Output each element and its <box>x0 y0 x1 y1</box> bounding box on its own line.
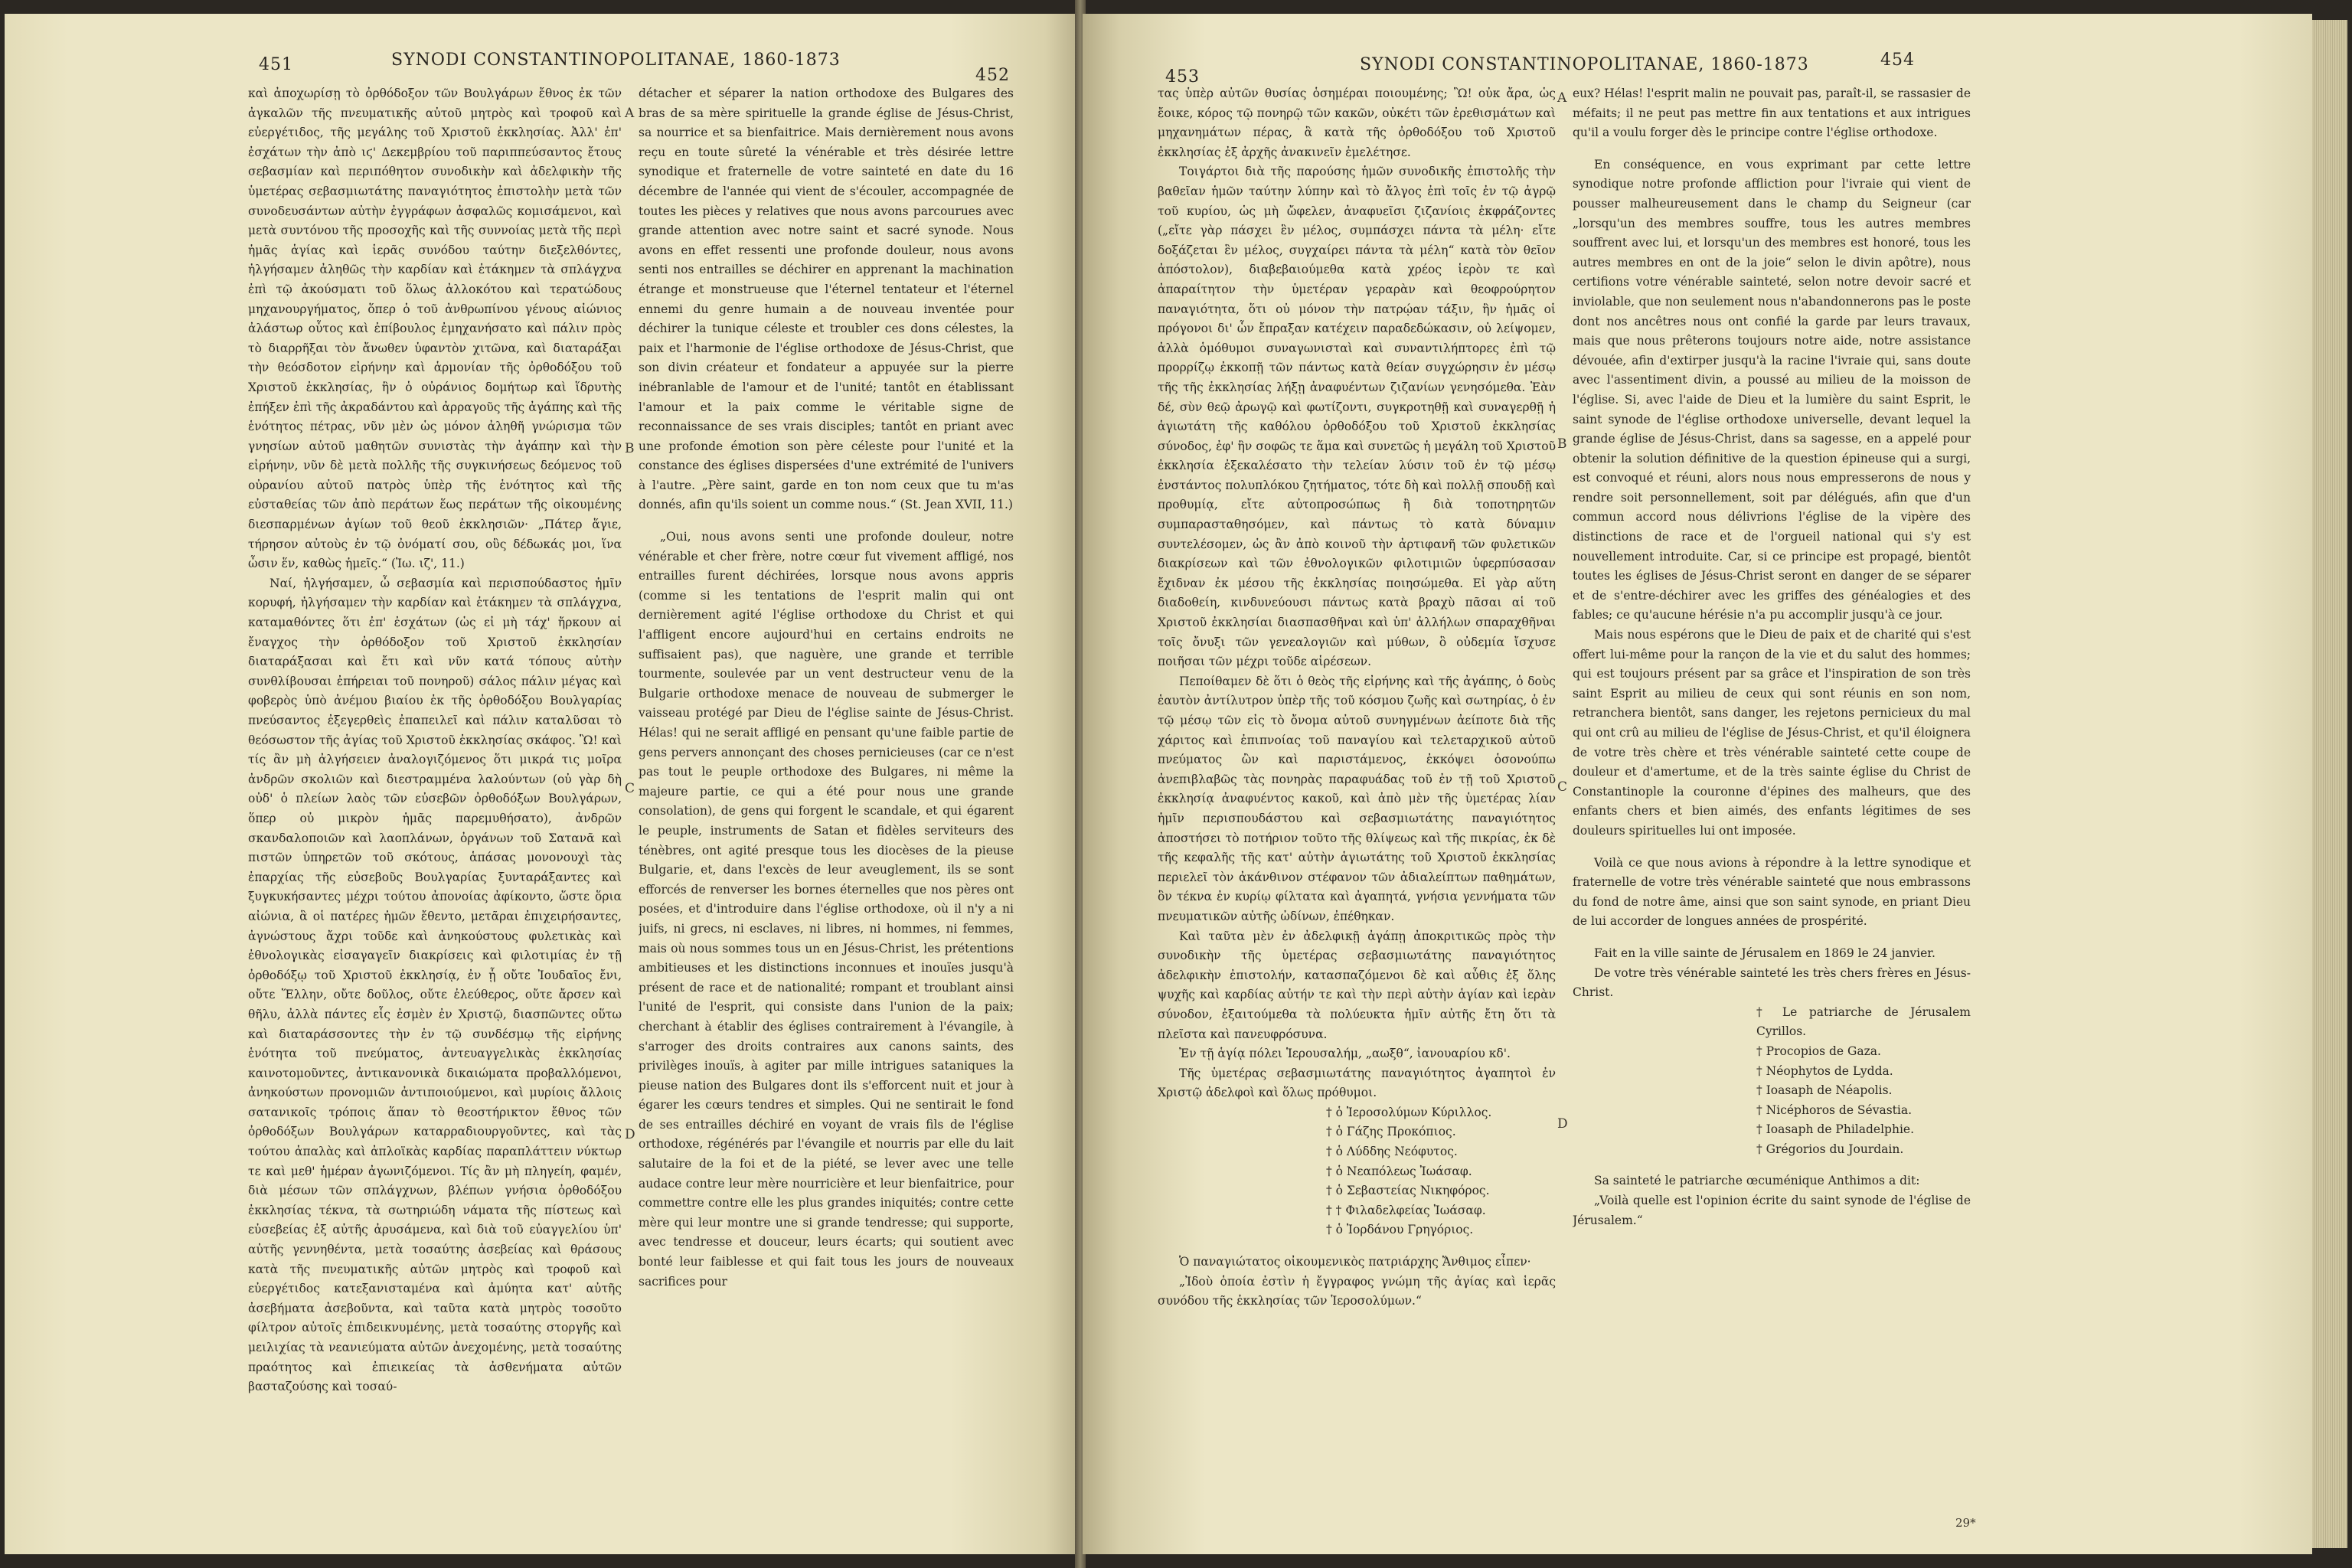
greek-paragraph: τας ὑπὲρ αὐτῶν θυσίας ὁσημέραι ποιουμένης; Ὢ! οὐκ ἄρα, ὡς ἔοικε, κόρος τῷ πονηρῷ τῶν κακῶν, οὐκέτι τῶν ἐρεθισμάτων καὶ μηχανημάτων πέρας, ἃ κατὰ τῆς ὀρθοδόξου τοῦ Χριστοῦ ἐκκλησίας ἐξ ἀρχῆς ἀνακινεῖν ἐμελέτησε. <box>1158 87 1556 159</box>
greek-signature: † ὁ Γάζης Προκόπιος. <box>1326 1125 1456 1139</box>
french-paragraph: eux? Hélas! l'esprit malin ne pouvait pas, paraît-il, se rassasier de méfaits; il ne peut pas mettre fin aux tentations et aux intrigues qu'il a voulu forger dès le principe contre l'église orthodoxe. <box>1573 87 1971 140</box>
french-salutation: De votre très vénérable sainteté les très chers frères en Jésus-Christ. <box>1573 965 1971 1000</box>
signature-mark: 29* <box>1955 1516 1976 1530</box>
french-closing: „Voilà quelle est l'opinion écrite du saint synode de l'église de Jérusalem.“ <box>1573 1194 1971 1227</box>
section-marker: A <box>625 106 635 121</box>
french-signature: † Ioasaph de Néapolis. <box>1756 1083 1893 1098</box>
page-number-451: 451 <box>259 55 293 74</box>
greek-column-right <box>1158 84 1556 1530</box>
greek-paragraph: Ναί, ἠλγήσαμεν, ὦ σεβασμία καὶ περισπούδαστος ἡμῖν κορυφή, ἠλγήσαμεν τὴν καρδίαν καὶ ἐτάκημεν τὰ σπλάγχνα, καταμαθόντες ὅτι ἐπ' ἐσχάτων (ὡς εἰ μὴ τάχ' ἤρκουν αἱ ἔναγχος τὴν ὀρθόδοξον τοῦ Χριστοῦ ἐκκλησίαν διαταράξασαι καὶ ἔτι καὶ νῦν κατά τόπους αὐτὴν συνθλίβουσαι ἐπήρειαι τοῦ πονηροῦ) σάλος πάλιν μέγας καὶ φοβερὸς ὑπὸ ἀνέμου βιαίου ἐκ τῆς ὀρθοδόξου Βουλγαρίας πνεύσαντος ἐξεγερθεὶς ἐπαπειλεῖ καὶ πάλιν καταλῦσαι τὸ θεόσωστον τῆς ἁγίας τοῦ Χριστοῦ ἐκκλησίας σκάφος. Ὢ! καὶ τίς ἂν μὴ ἀλγήσειεν ἀναλογιζόμενος ὅτι μικρά τις μοῖρα ἀνδρῶν σκολιῶν καὶ διεστραμμένα λαλούντων (οὐ γὰρ δὴ οὐδ' ὁ πλείων λαὸς τῶν εὐσεβῶν ὀρθοδόξων Βουλγάρων, ὅπερ οὐ μικρὸν ἡμᾶς παρεμυθήσατο), ἀνδρῶν σκανδαλοποιῶν καὶ λαοπλάνων, ὀργάνων τοῦ Σατανᾶ καὶ πιστῶν ὑπηρετῶν τοῦ σκότους, ἁπάσας μονονουχὶ τὰς ἐπαρχίας τῆς εὐσεβοῦς Βουλγαρίας ξυνταράξαντες καὶ ξυγκυκήσαντες μέχρι τούτου ἀπονοίας ἀφίκοντο, ὥστε ὅρια αἰώνια, ἃ οἱ πατέρες ἡμῶν ἔθεντο, μετᾶραι ἐπιχειρήσαντες, ἀγνώστους ἄχρι τοῦδε καὶ ἀνηκούστους φυλετικὰς καὶ ἐθνολογικὰς εἰσαγαγεῖν διακρίσεις καὶ φιλοτιμίας ἐν τῇ ὀρθοδόξῳ τοῦ Χριστοῦ ἐκκλησίᾳ, ἐν ᾗ οὔτε Ἰουδαῖος ἔνι, οὔτε Ἕλλην, οὔτε δοῦλος, οὔτε ἐλεύθερος, οὔτε ἄρσεν καὶ θῆλυ, ἀλλὰ πάντες εἷς ἐσμὲν ἐν Χριστῷ, διασπῶντες οὕτω καὶ διαταράσσοντες τὴν ἐν τῷ συνδέσμῳ τῆς εἰρήνης ἑνότητα τοῦ πνεύματος, ἀντευαγγελικὰς ἐκκλησίας καινοτομοῦντες, ἀντικανονικὰ δικαιώματα προβαλλόμενοι, ἀνηκούστων προνομιῶν ἀντιποιούμενοι, καὶ μυρίοις ἄλλοις σατανικοῖς τρόποις ἅπαν τὸ θεοστήρικτον ἔθνος τῶν ὀρθοδόξων Βουλγάρων καταρραδιουργοῦντες, καὶ τὰς τούτου ἁπαλὰς καὶ ἀπλοϊκὰς καρδίας παραπλάττειν νύκτωρ τε καὶ μεθ' ἡμέραν ἀγωνιζόμενοι. Τίς ἂν μὴ πληγείη, φαμέν, διὰ μέσων τῶν σπλάγχνων, βλέπων γνήσια ὀρθοδόξου ἐκκλησίας τέκνα, τὰ σωτηριώδη νάματα τῆς πίστεως καὶ εὐσεβείας ἐξ αὐτῆς ἀρυσάμενα, καὶ διὰ τοῦ εὐαγγελίου ὑπ' αὐτῆς γεννηθέντα, μετὰ τοσαύτης ἀσεβείας καὶ θράσους κατὰ τῆς πνευματικῆς αὐτῶν μητρὸς καὶ τροφοῦ καὶ εὐεργέτιδος κατεξανισταμένα καὶ ἀμύητα κατ' αὐτῆς ἀσεβήματα ἀσεβοῦντα, καὶ ταῦτα κατὰ μητρὸς τοσοῦτο φίλτρον αὐτοῖς ἐπιδεικνυμένης, μετὰ τοσαύτης στοργῆς καὶ μειλιχίας τὰ νεανιεύματα αὐτῶν ἀνεχομένης, μετὰ τοσαύτης πραότητος καὶ ἐπιεικείας τὰ ἀσθενήματα αὐτῶν βασταζούσης καὶ τοσαύ- <box>248 576 622 1394</box>
greek-signature: † ὁ Σεβαστείας Νικηφόρος. <box>1326 1184 1490 1198</box>
french-paragraph: détacher et séparer la nation orthodoxe des Bulgares des bras de sa mère spirituelle la grande église de Jésus-Christ, sa nourrice et sa bienfaitrice. Mais dernièrement nous avons reçu en toute sûreté la vénérable et très désirée lettre synodique et fraternelle de votre sainteté en date du 16 décembre de l'année qui vient de s'écouler, accompagnée de toutes les pièces y relatives que nous avons parcourues avec grande attention avec notre saint et sacré synode. Nous avons en effet ressenti une profonde douleur, nous avons senti nos entrailles se déchirer en apprenant la machination étrange et monstrueuse que l'éternel tentateur et l'éternel ennemi du genre humain a de nouveau inventée pour déchirer la tunique céleste et troubler ces dons célestes, la paix et l'harmonie de l'église orthodoxe de Jésus-Christ, que son divin créateur et fondateur a appuyée sur la pierre inébranlable de l'amour et de l'unité; tantôt en établissant l'amour et la paix comme le véritable signe de reconnaissance de ses vrais disciples; tantôt en priant avec une profonde émotion son père céleste pour l'unité et la constance des églises dispersées d'une extrémité de l'univers à l'autre. „Père saint, garde en ton nom ceux que tu m'as donnés, afin qu'ils soient un comme nous.“ (St. Jean XVII, 11.) <box>639 87 1014 512</box>
french-closing: Sa sainteté le patriarche œcuménique Anthimos a dit: <box>1594 1174 1920 1188</box>
greek-paragraph: Πεποίθαμεν δὲ ὅτι ὁ θεὸς τῆς εἰρήνης καὶ τῆς ἀγάπης, ὁ δοὺς ἑαυτὸν ἀντίλυτρον ὑπὲρ τῆς τοῦ κόσμου ζωῆς καὶ σωτηρίας, ὁ ἐν τῷ μέσῳ τῶν εἰς τὸ ὄνομα αὐτοῦ συνηγμένων ἀείποτε διὰ τῆς χάριτος καὶ ἐπιπνοίας τοῦ παναγίου καὶ τελεταρχικοῦ αὐτοῦ πνεύματος ὢν καὶ παριστάμενος, ἐκκόψει ὁσονούπω ἀνεπιβλαβῶς τὰς πονηρὰς παραφυάδας τοῦ ἐν τῇ τοῦ Χριστοῦ ἐκκλησίᾳ ἀναφυέντος κακοῦ, καὶ ἀπὸ μὲν τῆς ὑμετέρας λίαν ἡμῖν περισπουδάστου καὶ σεβασμιωτάτης παναγιότητος ἀποστήσει τὸ ποτήριον τοῦτο τῆς θλίψεως καὶ τῆς πικρίας, ἐκ δὲ τῆς κεφαλῆς τῆς κατ' αὐτὴν ἁγιωτάτης τοῦ Χριστοῦ ἐκκλησίας περιελεῖ τὸν ἀκάνθινον στέφανον τῶν ἀδιαλείπτων παθημάτων, ὃν τέκνα ἐν κυρίῳ φίλτατα καὶ ἀγαπητά, γνήσια γεννήματα τῶν πνευματικῶν αὐτῆς ὠδίνων, ἐπέθηκαν. <box>1158 674 1556 923</box>
section-marker: D <box>625 1127 635 1142</box>
greek-salutation: Τῆς ὑμετέρας σεβασμιωτάτης παναγιότητος ἀγαπητοὶ ἐν Χριστῷ ἀδελφοὶ καὶ ὅλως πρόθυμοι. <box>1158 1066 1556 1100</box>
page-number-452: 452 <box>975 66 1010 85</box>
running-title: SYNODI CONSTANTINOPOLITANAE, 1860-1873 <box>391 51 841 70</box>
section-marker: B <box>1557 436 1567 452</box>
greek-paragraph: Καὶ ταῦτα μὲν ἐν ἀδελφικῇ ἀγάπῃ ἀποκριτικῶς πρὸς τὴν συνοδικὴν τῆς ὑμετέρας σεβασμιωτάτης παναγιότητος ἀδελφικὴν ἐπιστολήν, κατασπαζόμενοι δὲ καὶ αὖθις ἐξ ὅλης ψυχῆς καὶ καρδίας αὐτήν τε καὶ τὴν περὶ αὐτὴν ἁγίαν καὶ ἱερὰν σύνοδον, ἐξαιτούμεθα τὰ πολύευκτα ἡμῖν αὐτῆς ἔτη ὅτι τὰ πλεῖστα καὶ πανευφρόσυνα. <box>1158 929 1556 1041</box>
greek-closing: Ὁ παναγιώτατος οἰκουμενικὸς πατριάρχης Ἄνθιμος εἶπεν· <box>1179 1255 1531 1269</box>
greek-paragraph: καὶ ἀποχωρίσῃ τὸ ὀρθόδοξον τῶν Βουλγάρων ἔθνος ἐκ τῶν ἀγκαλῶν τῆς πνευματικῆς αὐτοῦ μητρὸς καὶ τροφοῦ καὶ εὐεργέτιδος, τῆς μεγάλης τοῦ Χριστοῦ ἐκκλησίας. Ἀλλ' ἐπ' ἐσχάτων τὴν ἀπὸ ιϛ' Δεκεμβρίου τοῦ παριππεύσαντος ἔτους σεβασμίαν καὶ περιπόθητον συνοδικὴν καὶ ἀδελφικὴν τῆς ὑμετέρας σεβασμιωτάτης παναγιότητος ἐπιστολὴν μετὰ τῶν συνοδευσάντων αὐτὴν ἐγγράφων ἀσφαλῶς κομισάμενοι, καὶ μετὰ συντόνου τῆς προσοχῆς καὶ τῆς συννοίας μετὰ τῆς περὶ ἡμᾶς ἁγίας καὶ ἱερᾶς συνόδου ταύτην διεξελθόντες, ἠλγήσαμεν ἀληθῶς τὴν καρδίαν καὶ ἐτάκημεν τὰ σπλάγχνα ἐπὶ τῷ ἀκούσματι τοῦ ὅλως ἀλλοκότου καὶ τερατώδους μηχανουργήματος, ὅπερ ὁ τοῦ ἀνθρωπίνου γένους αἰώνιος ἀλάστωρ οὗτος καὶ ἐπίβουλος ἐμηχανήσατο καὶ πάλιν πρὸς τὸ διαρρῆξαι τὸν ἄνωθεν ὑφαντὸν χιτῶνα, καὶ διαταράξαι τὴν θεόσδοτον εἰρήνην καὶ ἁρμονίαν τῆς ὀρθοδόξου τοῦ Χριστοῦ ἐκκλησίας, ἣν ὁ οὐράνιος δομήτωρ καὶ ἵδρυτὴς ἐπήξεν ἐπὶ τῆς ἀκραδάντου καὶ ἀρραγοῦς τῆς ἀγάπης καὶ τῆς ἑνότητος πέτρας, νῦν μὲν ὡς μόνον ἀληθῆ γνώρισμα τῶν γνησίων αὐτοῦ μαθητῶν συνιστὰς τὴν ἀγάπην καὶ τὴν εἰρήνην, νῦν δὲ μετὰ πολλῆς τῆς συγκινήσεως δεόμενος τοῦ οὐρανίου αὐτοῦ πατρὸς ὑπὲρ τῆς ἑνότητος καὶ τῆς εὐσταθείας τῶν ἀπὸ περάτων ἕως περάτων τῆς οἰκουμένης διεσπαρμένων ἁγίων τοῦ θεοῦ ἐκκλησιῶν· „Πάτερ ἅγιε, τήρησον αὐτοὺς ἐν τῷ ὀνόματί σου, οὓς δέδωκάς μοι, ἵνα ὦσιν ἕν, καθὼς ἡμεῖς.“ (Ἰω. ιζ', 11.) <box>248 87 622 571</box>
french-signature: † Nicéphoros de Sévastia. <box>1756 1102 1913 1117</box>
french-signature: † Procopios de Gaza. <box>1756 1044 1881 1058</box>
section-marker: B <box>625 441 635 456</box>
page-fore-edge <box>2312 20 2347 1548</box>
page-number-453: 453 <box>1165 67 1200 87</box>
french-signature: † Ioasaph de Philadelphie. <box>1756 1122 1915 1137</box>
greek-signature: † ὁ Ἰορδάνου Γρηγόριος. <box>1326 1223 1474 1237</box>
left-page-header <box>5 51 1078 85</box>
greek-closing: „Ἰδοὺ ὁποία ἐστὶν ἡ ἔγγραφος γνώμη τῆς ἁγίας καὶ ἱερᾶς συνόδου τῆς ἐκκλησίας τῶν Ἱεροσολύμων.“ <box>1158 1274 1556 1308</box>
french-paragraph: En conséquence, en vous exprimant par cette lettre synodique notre profonde affliction pour l'ivraie qui vient de pousser malheureusement dans le champ du Seigneur (car „lorsqu'un des membres souffre, tous les autres membres souffrent avec lui, et lorsqu'un des membres est honoré, tous les autres membres en ont de la joie“ selon le divin apôtre), nous certifions votre vénérable sainteté, selon notre devoir sacré et inviolable, que non seulement nous n'abandonnerons pas le poste dont nos ancêtres nous ont confié la garde par leurs travaux, mais que nous prêterons toujours notre aide, notre assistance dévouée, afin d'extirper jusqu'à la racine l'ivraie qui, sans doute avec l'assentiment divin, a poussé au milieu de la moisson de l'église. Si, avec l'aide de Dieu et la lumière du saint Esprit, le saint synode de l'église orthodoxe universelle, devant lequel la grande église de Jésus-Christ, dans sa sagesse, en a appelé pour obtenir la solution définitive de la question épineuse qui a surgi, est convoqué et réuni, alors nous nous empresserons de nous y rendre soit personnellement, soit par délégués, afin que d'un commun accord nous délivrions l'église de la vipère des distinctions de race et de l'orgueil national qui s'y est nouvellement introduite. Car, si ce principe est propagé, bientôt toutes les églises de Jésus-Christ seront en danger de se séparer et de s'entre-déchirer avec les griffes des généalogies et des fables; ce qu'aucune hérésie n'a pu accomplir jusqu'à ce jour. <box>1573 157 1971 622</box>
section-marker: C <box>625 781 635 796</box>
right-page <box>1083 14 2312 1554</box>
greek-signature: † ὁ Ἱεροσολύμων Κύριλλος. <box>1326 1105 1492 1119</box>
greek-date-line: Ἐν τῇ ἁγίᾳ πόλει Ἱερουσαλήμ, „αωξθ“, ἰανουαρίου κδ'. <box>1179 1047 1511 1061</box>
french-paragraph: „Oui, nous avons senti une profonde douleur, notre vénérable et cher frère, notre cœur fut vivement affligé, nos entrailles furent déchirées, lorsque nous avons appris (comme si les tentations de l'esprit malin qui ont dernièrement agité l'église orthodoxe du Christ et qui l'affligent encore aujourd'hui en certains endroits ne suffisaient pas), que naguère, une grande et terrible tourmente, soulevée par un vent destructeur venu de la Bulgarie orthodoxe menace de nouveau de submerger le vaisseau protégé par Dieu de l'église sainte de Jésus-Christ. Hélas! qui ne serait affligé en pensant qu'une faible partie de gens pervers annonçant des choses pernicieuses (car ce n'est pas tout le peuple orthodoxe des Bulgares, ni même la majeure partie, ce qui a été pour nous une grande consolation), de gens qui forgent le scandale, et qui égarent le peuple, instruments de Satan et fidèles serviteurs des ténèbres, ont agité presque tous les diocèses de la pieuse Bulgarie, et, dans l'excès de leur aveuglement, ils se sont efforcés de renverser les bornes éternelles que nos pères ont posées, et d'introduire dans l'église orthodoxe, où il n'y a ni juifs, ni grecs, ni esclaves, ni libres, ni hommes, ni femmes, mais où nous sommes tous un en Jésus-Christ, les prétentions ambitieuses et les distinctions inconnues et inouïes jusqu'à présent de race et de nationalité; rompant et troublant ainsi l'unité de l'esprit, qui consiste dans l'union de la paix; cherchant à établir des églises contrairement à l'évangile, à s'arroger des droits contraires aux canons saints, des privilèges inouïs, à agiter par mille intrigues sataniques la pieuse nation des Bulgares dont ils s'efforcent nuit et jour à égarer les cœurs tendres et simples. Qui ne sentirait le fond de ses entrailles déchiré en voyant de vrais fils de l'église orthodoxe, régénérés par l'évangile et nourris par elle du lait salutaire de la foi et de la piété, se lever avec une telle audace contre leur mère nourricière et leur bienfaitrice, pour commettre contre elle les plus grandes iniquités; contre cette mère qui leur montre une si grande tendresse; qui supporte, avec tendresse et douceur, leurs écarts; qui soutient avec bonté leur faiblesse et qui fait tous les jours de nouveaux sacrifices pour <box>639 530 1014 1289</box>
greek-paragraph: Τοιγάρτοι διὰ τῆς παρούσης ἡμῶν συνοδικῆς ἐπιστολῆς τὴν βαθεῖαν ἡμῶν ταύτην λύπην καὶ τὸ ἄλγος ἐπὶ τοῖς ἐν τῷ ἀγρῷ τοῦ κυρίου, ὡς μὴ ὤφελεν, ἀναφυεῖσι ζιζανίοις ἐκφράζοντες („εἴτε γὰρ πάσχει ἓν μέλος, συμπάσχει πάντα τὰ μέλη· εἴτε δοξάζεται ἓν μέλος, συγχαίρει πάντα τὰ μέλη“ κατὰ τὸν θεῖον ἀπόστολον), διαβεβαιούμεθα κατὰ χρέος ἱερὸν τε καὶ ἀπαραίτητον τὴν ὑμετέραν γεραρὰν καὶ θεοφρούρητον παναγιότητα, ὅτι οὐ μόνον τὴν πατρῴαν τάξιν, ἣν ἡμᾶς οἱ πρόγονοι δι' ὧν ἔπραξαν κατέχειν παραδεδώκασιν, οὐ λείψομεν, ἀλλὰ ὁμόθυμοι συναγωνισταὶ καὶ συναντιλήπτορες ἐπὶ τῷ προρρίζῳ ἐκκοπῇ τῶν πάντως κατὰ θείαν συγχώρησιν ἐν μέσῳ τῆς τῆς ἐκκλησίας λήξῃ ἀναφυέντων ζιζανίων γενησόμεθα. Ἐὰν δέ, σὺν θεῷ ἀρωγῷ καὶ φωτίζοντι, συγκροτηθῇ καὶ συναγερθῇ ἡ ἁγιωτάτη τῆς καθόλου ὀρθοδόξου τοῦ Χριστοῦ ἐκκλησίας σύνοδος, ἐφ' ἣν σοφῶς τε ἅμα καὶ συνετῶς ἡ μεγάλη τοῦ Χριστοῦ ἐκκλησία ἐξεκαλέσατο τὴν τελείαν λύσιν τοῦ ἐν τῷ μέσῳ ἐνστάντος πολυπλόκου ζητήματος, τότε δὴ καὶ πολλῇ σπουδῇ καὶ προθυμίᾳ, εἴτε αὐτοπροσώπως ἢ διὰ τοποτηρητῶν συμπαρασταθησόμεν, καὶ πάντως τὸ κατὰ δύναμιν συντελέσομεν, ὡς ἂν ἀπὸ κοινοῦ τὴν ἀρτιφανῆ τῶν φυλετικῶν διακρίσεων καὶ τῶν ἐθνολογικῶν φιλοτιμιῶν ὑφερπύσασαν ἔχιδναν ἐκ μέσου τῆς ἐκκλησίας ποιησώμεθα. Εἰ γὰρ αὕτη διαδοθείη, κινδυνεύουσι πάντως κατὰ βραχὺ πᾶσαι αἱ τοῦ Χριστοῦ ἐκκλησίαι διασπασθῆναι καὶ ὑπ' ἀλλήλων σπαραχθῆναι τοῖς ὄνυξι τῶν γενεαλογιῶν καὶ μύθων, ὃ οὐδεμία ἴσχυσε ποιῆσαι τῶν μέχρι τοῦδε αἱρέσεων. <box>1158 165 1556 669</box>
running-title: SYNODI CONSTANTINOPOLITANAE, 1860-1873 <box>1360 55 1809 74</box>
greek-signature: † † Φιλαδελφείας Ἰωάσαφ. <box>1326 1203 1486 1217</box>
section-marker: C <box>1557 779 1568 795</box>
french-signature: † Le patriarche de Jérusalem Cyrillos. <box>1756 1004 1971 1039</box>
french-signature: † Néophytos de Lydda. <box>1756 1063 1893 1078</box>
french-column-right <box>1573 84 1971 1530</box>
french-date-line: Fait en la ville sainte de Jérusalem en 1869 le 24 janvier. <box>1594 946 1936 960</box>
french-paragraph: Voilà ce que nous avions à répondre à la lettre synodique et fraternelle de votre très vénérable sainteté que nous embrassons du fond de notre âme, ainsi que son saint synode, en priant Dieu de lui accorder de longues années de prospérité. <box>1573 855 1971 929</box>
right-page-header <box>1083 51 2312 87</box>
french-column-left <box>639 84 1014 1530</box>
greek-signature: † ὁ Λύδδης Νεόφυτος. <box>1326 1145 1458 1159</box>
greek-signature: † ὁ Νεαπόλεως Ἰωάσαφ. <box>1326 1164 1472 1178</box>
french-paragraph: Mais nous espérons que le Dieu de paix et de charité qui s'est offert lui-même pour la rançon de la vie et du salut des hommes; qui est toujours présent par sa grâce et l'inspiration de son très saint Esprit au milieu de ceux qui sont réunis en son nom, retranchera bientôt, sans danger, les rejetons pernicieux du mal qui ont crû au milieu de l'église de Jésus-Christ, et qu'il éloignera de votre très chère et très vénérable sainteté cette coupe de douleur et d'amertume, et de la très sainte église du Christ de Constantinople la couronne d'épines des malheurs, que des enfants chers et bien aimés, des enfants légitimes de ses douleurs spirituelles lui ont imposée. <box>1573 628 1971 838</box>
greek-column-left <box>248 84 622 1530</box>
section-marker: D <box>1557 1116 1568 1132</box>
page-number-454: 454 <box>1880 51 1915 70</box>
section-marker: A <box>1557 90 1567 106</box>
french-signature: † Grégorios du Jourdain. <box>1756 1142 1904 1156</box>
left-page <box>5 14 1078 1554</box>
